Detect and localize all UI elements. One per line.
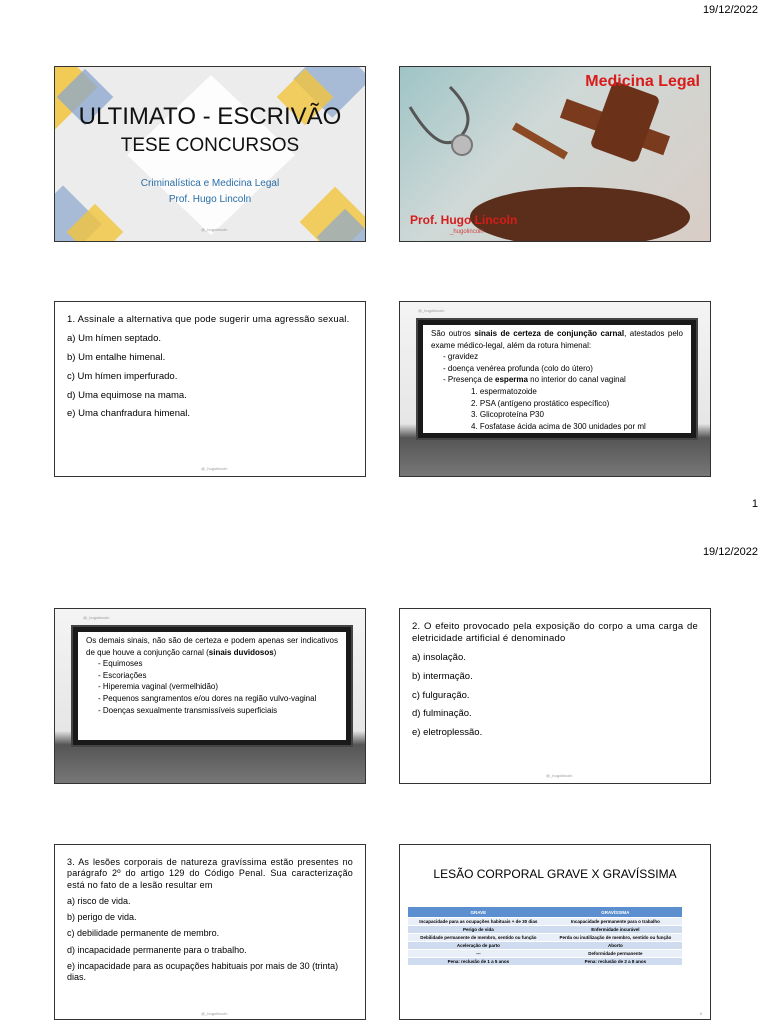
question-text: 1. Assinale a alternativa que pode sugerir uma agressão sexual. [67,314,350,325]
slide-question-1 [54,301,366,477]
table-cell: Pena: reclusão de 2 a 8 anos [549,958,682,966]
list-item: - Escoriações [98,670,147,680]
question-text: 2. O efeito provocado pela exposição do corpo a uma carga de eletricidade artificial é denominado [412,621,698,644]
handle: _hugolincoln [450,229,484,235]
list-item: - Doenças sexualmente transmissíveis superficiais [98,705,278,715]
page-date: 19/12/2022 [702,4,758,16]
list-item: - gravidez [443,352,479,362]
table-cell: Deformidade permanente [549,950,682,958]
table-cell: Incapacidade para as ocupações habituais + de 30 dias [408,918,549,926]
question-text: 3. As lesões corporais de natureza gravíssima estão presentes no parágrafo 2º do artigo 129 do Código Penal. Sua caracterização está no fato de a lesão resultar em [67,857,353,890]
option-e: e) incapacidade para as ocupações habituais por mais de 30 (trinta) dias. [67,960,339,982]
option-e: e) Uma chanfradura himenal. [67,408,191,420]
slide-sinais-duvidosos [54,608,366,784]
slide-number: 6 [699,1011,702,1016]
option-c: c) debilidade permanente de membro. [67,928,220,939]
table-row [408,918,682,926]
table-row [408,926,682,934]
option-c: c) fulguração. [412,689,470,701]
option-c: c) Um hímen imperfurado. [67,370,178,382]
slide-subtitle: TESE CONCURSOS [120,135,300,156]
handle: @_hugolincoln [83,615,110,620]
list-item: - Hiperemia vaginal (vermelhidão) [98,682,219,692]
professor-name: Prof. Hugo Lincoln [410,213,518,227]
panel-intro: São outros sinais de certeza de conjunção carnal, atestados pelo exame médico-legal, além da rotura himenal: [431,329,683,350]
slide-title-text: Medicina Legal [585,73,700,90]
course-name: Criminalística e Medicina Legal [140,178,280,189]
table-cell: Debilidade permanente de membro, sentido ou função [408,934,549,942]
table-header-row [408,907,682,918]
option-a: a) Um hímen septado. [67,332,161,344]
column-header: GRAVÍSSIMA [549,907,682,918]
slide-title-text: ULTIMATO - ESCRIVÃO [78,103,342,130]
list-item: - Pequenos sangramentos e/ou dores na região vulvo-vaginal [98,693,317,703]
sub-item: 2. PSA (antígeno prostático específico) [471,398,610,408]
list-item: - doença venérea profunda (colo do útero) [443,363,593,373]
table-cell: --- [408,950,549,958]
option-d: d) fulminação. [412,708,472,720]
page-date: 19/12/2022 [702,546,758,558]
slide-medicina-legal [399,66,711,242]
option-b: b) Um entalhe himenal. [67,351,166,363]
table-row [408,958,682,966]
blackboard-panel [73,627,351,745]
list-item: - Equimoses [98,659,143,669]
handle: @_hugolincoln [201,1011,228,1016]
table-row [408,950,682,958]
sub-item: 3. Glicoproteína P30 [471,410,544,420]
table-cell: Perda ou inutilização de membro, sentido ou função [549,934,682,942]
table-cell: Pena: reclusão de 1 a 5 anos [408,958,549,966]
option-d: d) Uma equimose na mama. [67,389,187,401]
page-number: 1 [751,498,758,510]
slide-question-2 [399,608,711,784]
option-b: b) intermação. [412,670,473,682]
comparison-table [408,907,682,965]
table-cell: Aborto [549,942,682,950]
table-cell: Enfermidade incurável [549,926,682,934]
sub-item: 4. Fosfatase ácida acima de 300 unidades por ml [471,421,646,431]
handle: @_hugolincoln [201,466,228,471]
option-b: b) perigo de vida. [67,912,137,922]
professor-name: Prof. Hugo Lincoln [168,194,252,205]
option-e: e) eletroplessão. [412,727,483,739]
table-cell: Perigo de vida [408,926,549,934]
table-cell: Incapacidade permanente para o trabalho [549,918,682,926]
option-a: a) risco de vida. [67,895,131,906]
option-a: a) insolação. [412,651,466,663]
slide-title-text: LESÃO CORPORAL GRAVE X GRAVÍSSIMA [433,867,677,881]
slide-question-3 [54,844,366,1020]
panel-intro: Os demais sinais, não são de certeza e podem apenas ser indicativos de que houve a conjunção carnal (sinais duvidosos) [86,636,338,657]
table-cell: Aceleração de parto [408,942,549,950]
slide-lesao-table [399,844,711,1020]
handle: @_hugolincoln [546,773,573,778]
handle: @_hugolincoln [418,308,445,313]
slide-title [54,66,366,242]
option-d: d) incapacidade permanente para o trabalho. [67,944,247,955]
list-item: - Presença de esperma no interior do canal vaginal [443,375,626,385]
table-row [408,942,682,950]
table-row [408,934,682,942]
column-header: GRAVE [408,907,549,918]
handle: @_hugolincoln [201,227,228,232]
blackboard-panel [418,320,696,438]
sub-item: 1. espermatozoide [471,386,537,396]
slide-sinais-certeza [399,301,711,477]
